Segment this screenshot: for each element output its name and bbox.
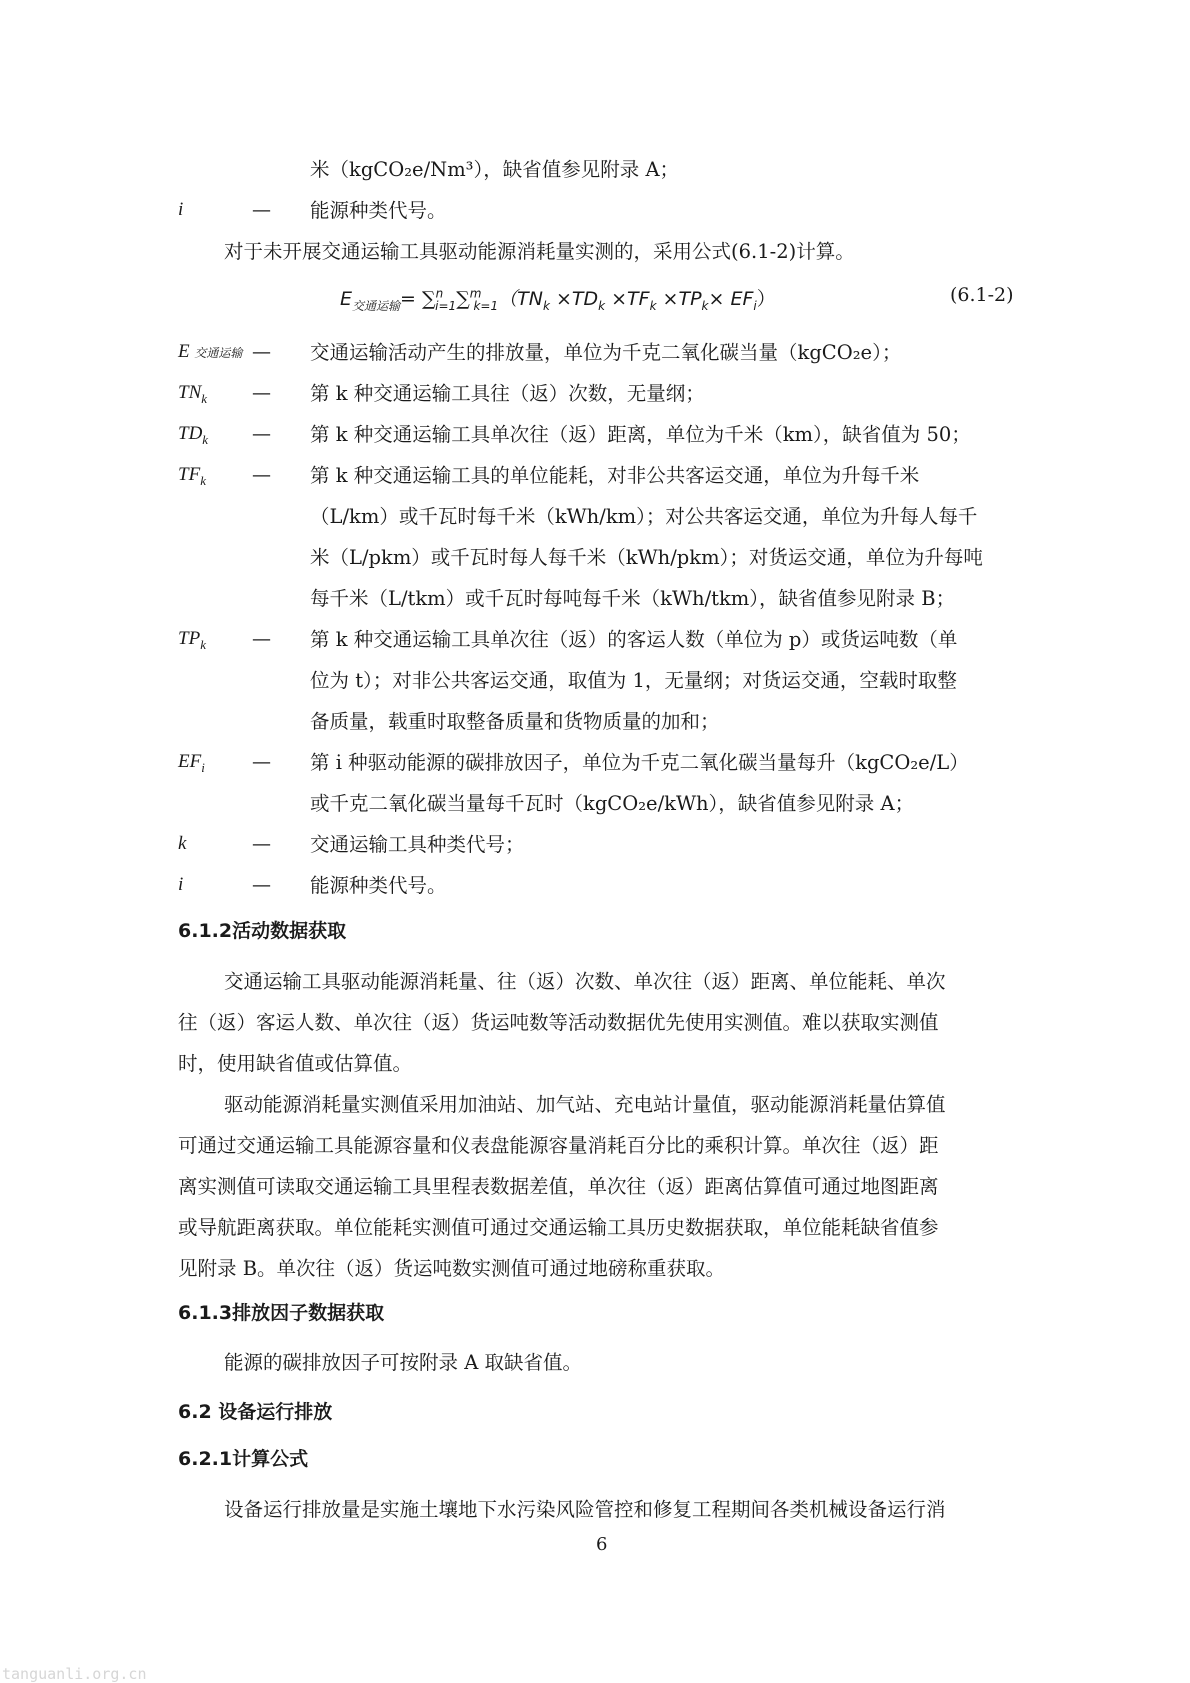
symbol-tn-sub: k	[201, 390, 208, 406]
definition-text: 每千米（L/tkm）或千瓦时每吨每千米（kWh/tkm），缺省值参见附录 B；	[310, 587, 956, 610]
definition-dash: —	[252, 874, 271, 896]
definition-text: 能源种类代号。	[310, 199, 447, 222]
symbol-tn-letters: TN	[178, 382, 202, 403]
formula-6-1-2	[340, 284, 776, 314]
symbol-i: i	[178, 874, 184, 895]
definition-dash: —	[252, 423, 271, 445]
symbol-e-transport	[178, 341, 242, 363]
formula-sum2-sub: k=1	[473, 298, 499, 313]
definition-text: 第 k 种交通运输工具的单位能耗，对非公共客运交通，单位为升每千米	[310, 464, 920, 487]
symbol-ef-letters: EF	[178, 751, 202, 772]
continuation-line: 米（kgCO₂e/Nm³），缺省值参见附录 A；	[310, 158, 680, 181]
section-heading-6-1-2: 6.1.2活动数据获取	[178, 920, 347, 942]
paragraph-line: 离实测值可读取交通运输工具里程表数据差值，单次往（返）距离估算值可通过地图距离	[178, 1175, 939, 1198]
symbol-ef	[178, 751, 205, 776]
definition-dash: —	[252, 464, 271, 486]
definition-dash: —	[252, 199, 271, 221]
symbol-ef-sub: i	[201, 759, 205, 775]
section-heading-6-2: 6.2 设备运行排放	[178, 1401, 333, 1423]
formula-term-tp: ×TP	[656, 288, 702, 310]
formula-sum2-sup: m	[469, 286, 482, 301]
definition-text: 交通运输活动产生的排放量，单位为千克二氧化碳当量（kgCO₂e）；	[310, 341, 902, 364]
paragraph-line: 时，使用缺省值或估算值。	[178, 1052, 413, 1075]
definition-dash: —	[252, 382, 271, 404]
definition-dash: —	[252, 833, 271, 855]
formula-close: ）	[756, 288, 776, 310]
formula-tf-sub: k	[649, 298, 657, 313]
symbol-tp-sub: k	[200, 636, 206, 652]
definition-text: 米（L/pkm）或千瓦时每人每千米（kWh/pkm）；对货运交通，单位为升每吨	[310, 546, 983, 569]
paragraph-line: 能源的碳排放因子可按附录 A 取缺省值。	[224, 1351, 582, 1374]
symbol-tn	[178, 382, 207, 407]
definition-text: 交通运输工具种类代号；	[310, 833, 525, 856]
paragraph-line: 见附录 B。单次往（返）货运吨数实测值可通过地磅称重获取。	[178, 1257, 726, 1280]
symbol-td	[178, 423, 208, 448]
formula-lhs-sub: 交通运输	[352, 298, 401, 313]
formula-number: (6.1-2)	[950, 284, 1014, 306]
definition-text: 备质量，载重时取整备质量和货物质量的加和；	[310, 710, 720, 733]
watermark: tanguanli.org.cn	[2, 1665, 147, 1683]
formula-lhs: E	[340, 288, 353, 310]
definition-text: 能源种类代号。	[310, 874, 447, 897]
formula-term-ef: × EF	[708, 288, 754, 310]
section-heading-6-2-1: 6.2.1计算公式	[178, 1448, 309, 1470]
definition-text: 第 k 种交通运输工具往（返）次数，无量纲；	[310, 382, 705, 405]
paragraph-line: 驱动能源消耗量实测值采用加油站、加气站、充电站计量值，驱动能源消耗量估算值	[224, 1093, 946, 1116]
formula-sum1: = ∑	[400, 288, 436, 310]
definition-text: 第 k 种交通运输工具单次往（返）距离，单位为千米（km），缺省值为 50；	[310, 423, 971, 446]
section-heading-6-1-3: 6.1.3排放因子数据获取	[178, 1302, 385, 1324]
definition-dash: —	[252, 751, 271, 773]
paragraph-line: 设备运行排放量是实施土壤地下水污染风险管控和修复工程期间各类机械设备运行消	[224, 1498, 946, 1521]
definition-dash: —	[252, 628, 271, 650]
symbol-e-letter: E	[178, 341, 190, 362]
formula-term-td: ×TD	[549, 288, 599, 310]
definition-text: 第 k 种交通运输工具单次往（返）的客运人数（单位为 p）或货运吨数（单	[310, 628, 958, 651]
symbol-td-letters: TD	[178, 423, 203, 444]
symbol-tf-letters: TF	[178, 464, 201, 485]
symbol-tp	[178, 628, 206, 653]
formula-tn-sub: k	[542, 298, 550, 313]
formula-sum2: ∑	[456, 288, 470, 310]
page-number: 6	[596, 1534, 608, 1555]
formula-term-tn: （TN	[498, 288, 543, 310]
symbol-k: k	[178, 833, 187, 854]
definition-dash: —	[252, 341, 271, 363]
paragraph-line: 交通运输工具驱动能源消耗量、往（返）次数、单次往（返）距离、单位能耗、单次	[224, 970, 946, 993]
paragraph-line: 或导航距离获取。单位能耗实测值可通过交通运输工具历史数据获取，单位能耗缺省值参	[178, 1216, 939, 1239]
symbol-td-sub: k	[202, 431, 209, 447]
symbol-tf	[178, 464, 206, 489]
definition-text: 第 i 种驱动能源的碳排放因子，单位为千克二氧化碳当量每升（kgCO₂e/L）	[310, 751, 969, 774]
formula-td-sub: k	[598, 298, 606, 313]
symbol-i: i	[178, 199, 184, 220]
intro-paragraph: 对于未开展交通运输工具驱动能源消耗量实测的，采用公式(6.1-2)计算。	[224, 240, 855, 263]
paragraph-line: 可通过交通运输工具能源容量和仪表盘能源容量消耗百分比的乘积计算。单次往（返）距	[178, 1134, 939, 1157]
symbol-tp-letters: TP	[178, 628, 201, 649]
definition-text: （L/km）或千瓦时每千米（kWh/km）；对公共客运交通，单位为升每人每千	[310, 505, 978, 528]
definition-text: 或千克二氧化碳当量每千瓦时（kgCO₂e/kWh），缺省值参见附录 A；	[310, 792, 915, 815]
symbol-e-sub: 交通运输	[194, 346, 243, 360]
formula-tp-sub: k	[701, 298, 709, 313]
formula-ef-sub: i	[753, 298, 757, 313]
paragraph-line: 往（返）客运人数、单次往（返）货运吨数等活动数据优先使用实测值。难以获取实测值	[178, 1011, 939, 1034]
formula-sum1-sub: i=1	[435, 298, 457, 313]
formula-term-tf: ×TF	[605, 288, 650, 310]
formula-sum1-sup: n	[435, 286, 444, 301]
symbol-tf-sub: k	[200, 472, 206, 488]
definition-text: 位为 t）；对非公共客运交通，取值为 1，无量纲；对货运交通，空载时取整	[310, 669, 957, 692]
